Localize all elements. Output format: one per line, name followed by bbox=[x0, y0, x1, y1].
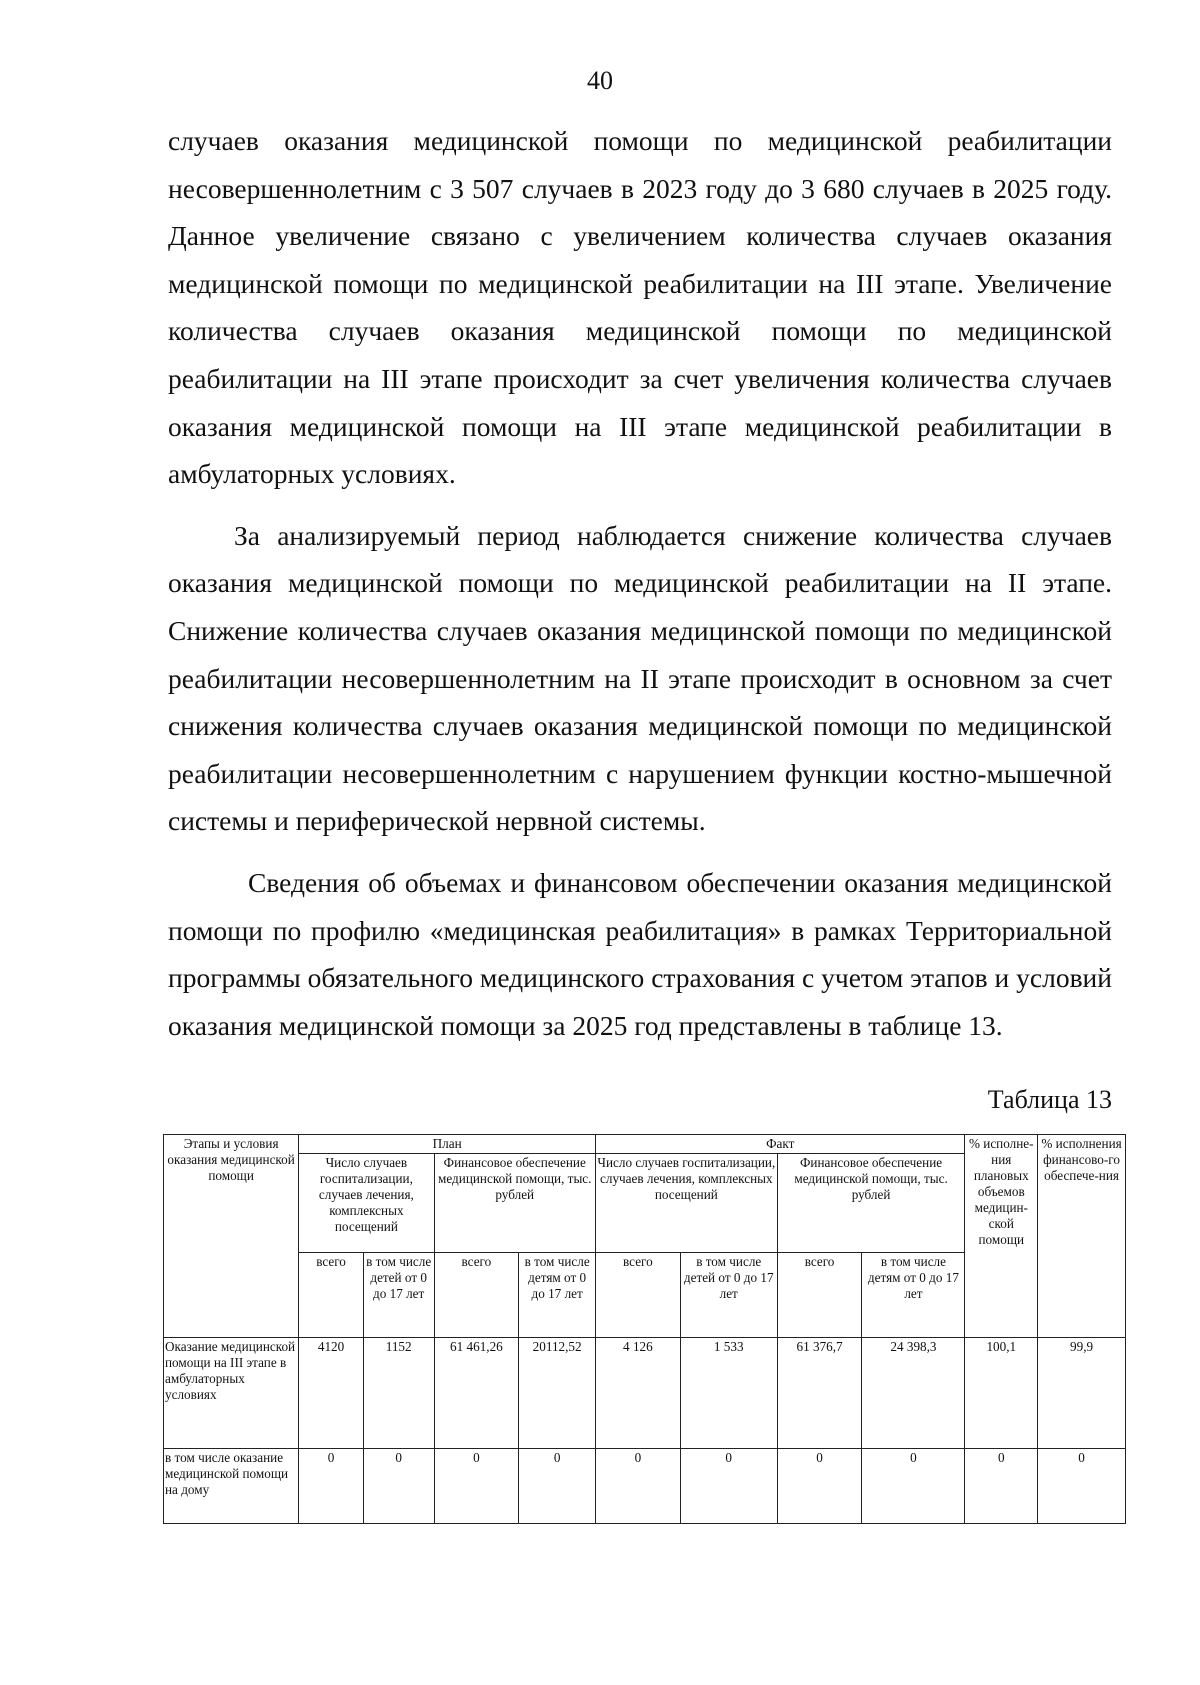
page-number: 40 bbox=[587, 66, 613, 95]
paragraph-3: Сведения об объемах и финансовом обеспечении оказания медицинской помощи по профилю «медицинская реабилитация» в рамках Территориальной программы обязательного медицинского страхования с учетом этапов и условий оказания медицинской помощи за 2025 год представлены в таблице 13. bbox=[168, 866, 1112, 1041]
body-text bbox=[168, 117, 1112, 1063]
paragraph-1: случаев оказания медицинской помощи по медицинской реабилитации несовершеннолетним с 3 507 случаев в 2023 году до 3 680 случаев в 2025 году. Данное увеличение связано с увеличением количества случаев оказания медицинской помощи по медицинской реабилитации на III этапе. Увеличение количества случаев оказания медицинской помощи по медицинской реабилитации на III этапе происходит за счет увеличения количества случаев оказания медицинской помощи на III этапе медицинской реабилитации в амбулаторных условиях. bbox=[168, 125, 1112, 490]
table-cell: 100,1 bbox=[965, 1338, 1038, 1449]
row-stage: в том числе оказание медицинской помощи на дому bbox=[164, 1449, 299, 1524]
table-row bbox=[164, 1449, 1126, 1524]
table-cell: 61 376,7 bbox=[777, 1338, 862, 1449]
table-cell: 0 bbox=[299, 1449, 364, 1524]
table-cell: 99,9 bbox=[1038, 1338, 1126, 1449]
header-fact-cases-total: всего bbox=[596, 1253, 681, 1338]
table-cell: 0 bbox=[519, 1449, 596, 1524]
header-plan: План bbox=[299, 1135, 596, 1154]
paragraph-2: За анализируемый период наблюдается снижение количества случаев оказания медицинской помощи по медицинской реабилитации на II этапе. Снижение количества случаев оказания медицинской помощи по медицинской реабилитации несовершеннолетним на II этапе происходит в основном за счет снижения количества случаев оказания медицинской помощи по медицинской реабилитации несовершеннолетним с нарушением функции костно-мышечной системы и периферической нервной системы. bbox=[168, 519, 1112, 837]
header-fact-finance-total: всего bbox=[777, 1253, 862, 1338]
table-label: Таблица 13 bbox=[987, 1085, 1112, 1114]
table-cell: 0 bbox=[363, 1449, 434, 1524]
header-plan-finance-total: всего bbox=[434, 1253, 519, 1338]
header-plan-cases: Число случаев госпитализации, случаев лечения, комплексных посещений bbox=[299, 1154, 434, 1253]
row-stage: Оказание медицинской помощи на III этапе в амбулаторных условиях bbox=[164, 1338, 299, 1449]
table-cell: 0 bbox=[777, 1449, 862, 1524]
table-cell: 0 bbox=[680, 1449, 777, 1524]
table-cell: 0 bbox=[862, 1449, 965, 1524]
table-cell: 1 533 bbox=[680, 1338, 777, 1449]
header-fact: Факт bbox=[596, 1135, 965, 1154]
table-cell: 20112,52 bbox=[519, 1338, 596, 1449]
header-plan-finance-children: в том числе детям от 0 до 17 лет bbox=[519, 1253, 596, 1338]
header-pct-finance: % исполнения финансово-го обеспече-ния bbox=[1038, 1135, 1126, 1338]
table-cell: 0 bbox=[596, 1449, 681, 1524]
table-cell: 61 461,26 bbox=[434, 1338, 519, 1449]
table-cell: 1152 bbox=[363, 1338, 434, 1449]
header-fact-finance: Финансовое обеспечение медицинской помощи, тыс. рублей bbox=[777, 1154, 965, 1253]
table-cell: 0 bbox=[1038, 1449, 1126, 1524]
table-cell: 4120 bbox=[299, 1338, 364, 1449]
header-fact-cases: Число случаев госпитализации, случаев лечения, комплексных посещений bbox=[596, 1154, 778, 1253]
table-13 bbox=[163, 1134, 1126, 1524]
header-row-1 bbox=[164, 1135, 1126, 1154]
table-cell: 4 126 bbox=[596, 1338, 681, 1449]
table-cell: 0 bbox=[965, 1449, 1038, 1524]
header-pct-volume: % исполне-ния плановых объемов медицин-ской помощи bbox=[965, 1135, 1038, 1338]
header-stage: Этапы и условия оказания медицинской помощи bbox=[164, 1135, 299, 1338]
header-fact-finance-children: в том числе детям от 0 до 17 лет bbox=[862, 1253, 965, 1338]
header-plan-cases-total: всего bbox=[299, 1253, 364, 1338]
header-plan-finance: Финансовое обеспечение медицинской помощи, тыс. рублей bbox=[434, 1154, 596, 1253]
table-cell: 0 bbox=[434, 1449, 519, 1524]
header-plan-cases-children: в том числе детей от 0 до 17 лет bbox=[363, 1253, 434, 1338]
table-cell: 24 398,3 bbox=[862, 1338, 965, 1449]
header-fact-cases-children: в том числе детей от 0 до 17 лет bbox=[680, 1253, 777, 1338]
table-row bbox=[164, 1338, 1126, 1449]
